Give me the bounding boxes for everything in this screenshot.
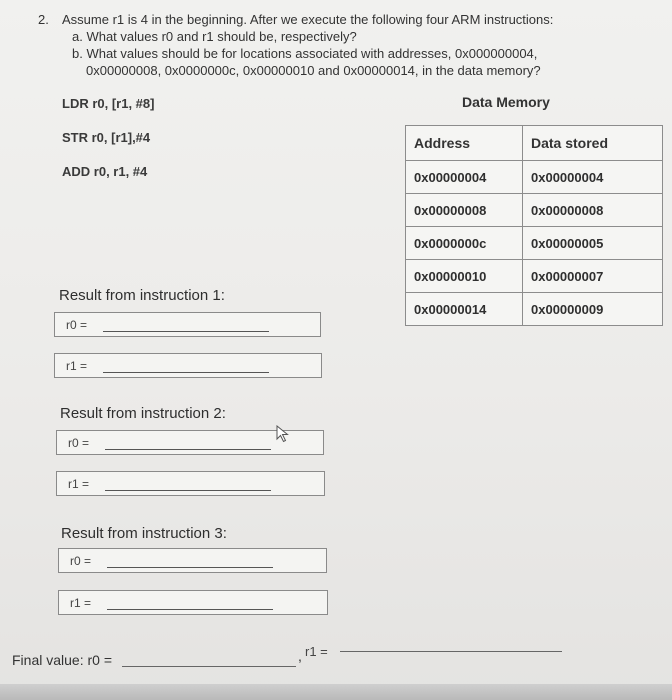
data-cell: 0x00000007 (523, 260, 663, 293)
r1-label: r1 = (68, 477, 90, 491)
r1-label: r1 = (66, 359, 88, 373)
data-cell: 0x00000004 (523, 161, 663, 194)
result-1-r0-field[interactable] (54, 312, 321, 337)
r0-label: r0 = (68, 436, 90, 450)
result-3-r0-field[interactable] (58, 548, 327, 573)
question-part-a: a. What values r0 and r1 should be, respectively? (72, 29, 357, 44)
data-memory-title: Data Memory (462, 94, 550, 110)
data-cell: 0x00000008 (523, 194, 663, 227)
header-data-stored: Data stored (523, 126, 663, 161)
table-row (406, 161, 663, 194)
address-cell: 0x00000010 (406, 260, 523, 293)
answer-line (105, 449, 271, 450)
result-3-r1-field[interactable] (58, 590, 328, 615)
final-r0-answer-line[interactable] (122, 666, 296, 667)
question-part-b: b. What values should be for locations associated with addresses, 0x000000004, (72, 46, 538, 61)
final-separator: , (298, 648, 302, 664)
final-r1-label: r1 = (305, 644, 328, 659)
table-row (406, 293, 663, 326)
r1-label: r1 = (70, 596, 92, 610)
result-2-r1-field[interactable] (56, 471, 325, 496)
mouse-cursor-icon (276, 425, 290, 448)
result-1-r1-field[interactable] (54, 353, 322, 378)
instruction-str: STR r0, [r1],#4 (62, 130, 151, 145)
header-address: Address (406, 126, 523, 161)
r0-label: r0 = (66, 318, 88, 332)
bottom-edge-bar (0, 684, 672, 700)
instruction-add: ADD r0, r1, #4 (62, 164, 148, 179)
question-line-1: Assume r1 is 4 in the beginning. After we execute the following four ARM instructions: (62, 12, 554, 27)
answer-line (107, 567, 273, 568)
answer-line (103, 331, 269, 332)
table-row (406, 260, 663, 293)
table-header-row (406, 126, 663, 161)
address-cell: 0x00000014 (406, 293, 523, 326)
question-number: 2. (38, 12, 49, 27)
final-r1-answer-line[interactable] (340, 651, 562, 652)
instruction-ldr: LDR r0, [r1, #8] (62, 96, 155, 111)
table-row (406, 227, 663, 260)
result-3-title: Result from instruction 3: (61, 525, 227, 542)
result-2-title: Result from instruction 2: (60, 405, 226, 422)
answer-line (105, 490, 271, 491)
final-value-label: Final value: r0 = (12, 652, 112, 668)
result-1-title: Result from instruction 1: (59, 287, 225, 304)
data-cell: 0x00000009 (523, 293, 663, 326)
answer-line (103, 372, 269, 373)
table-row (406, 194, 663, 227)
data-memory-table (405, 125, 663, 326)
address-cell: 0x0000000c (406, 227, 523, 260)
data-cell: 0x00000005 (523, 227, 663, 260)
address-cell: 0x00000004 (406, 161, 523, 194)
r0-label: r0 = (70, 554, 92, 568)
question-part-b-cont: 0x00000008, 0x0000000c, 0x00000010 and 0x00000014, in the data memory? (86, 63, 541, 78)
answer-line (107, 609, 273, 610)
address-cell: 0x00000008 (406, 194, 523, 227)
